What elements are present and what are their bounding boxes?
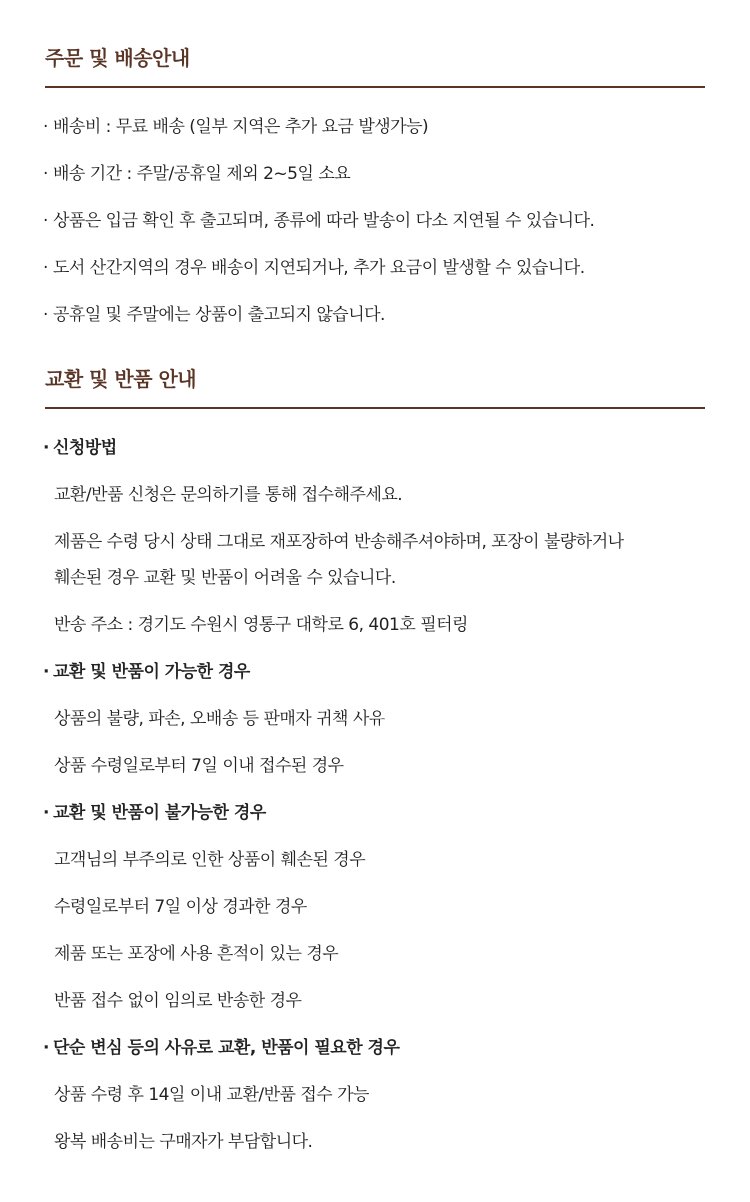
returns-section-divider [45,407,705,409]
shipping-info-item: · 배송 기간 : 주말/공휴일 제외 2~5일 소요 [45,162,705,186]
shipping-info-item: · 도서 산간지역의 경우 배송이 지연되거나, 추가 요금이 발생할 수 있습니다. [45,256,705,280]
returns-group-line: 왕복 배송비는 구매자가 부담합니다. [54,1132,313,1152]
returns-group-line: 훼손된 경우 교환 및 반품이 어려울 수 있습니다. [54,568,396,588]
returns-group-line: 상품의 불량, 파손, 오배송 등 판매자 귀책 사유 [54,709,385,729]
returns-group-line: 반송 주소 : 경기도 수원시 영통구 대학로 6, 401호 필터링 [54,615,468,635]
shipping-info-item: · 상품은 입금 확인 후 출고되며, 종류에 따라 발송이 다소 지연될 수 있습니다. [45,209,705,233]
returns-group-line: 제품 또는 포장에 사용 흔적이 있는 경우 [54,944,339,964]
returns-group-line: 상품 수령 후 14일 이내 교환/반품 접수 가능 [54,1085,369,1105]
returns-group-heading: · 교환 및 반품이 불가능한 경우 [45,801,705,825]
shipping-section-divider [45,86,705,88]
returns-group-line: 제품은 수령 당시 상태 그대로 재포장하여 반송해주셔야하며, 포장이 불량하거나 [54,532,624,552]
returns-group-heading: · 신청방법 [45,436,705,460]
shipping-info-item: · 배송비 : 무료 배송 (일부 지역은 추가 요금 발생가능) [45,115,705,139]
returns-group-heading: · 단순 변심 등의 사유로 교환, 반품이 필요한 경우 [45,1036,705,1060]
returns-group-line: 교환/반품 신청은 문의하기를 통해 접수해주세요. [54,485,403,505]
shipping-section [45,44,705,327]
returns-group-not-allowed [45,801,705,1013]
returns-group-allowed [45,660,705,778]
returns-group-heading: · 교환 및 반품이 가능한 경우 [45,660,705,684]
returns-section-title: 교환 및 반품 안내 [45,367,197,391]
returns-section [45,365,705,1154]
returns-group-line: 고객님의 부주의로 인한 상품이 훼손된 경우 [54,850,366,870]
returns-group-line: 상품 수령일로부터 7일 이내 접수된 경우 [54,756,344,776]
returns-group-how-to-apply [45,436,705,637]
returns-group-line: 반품 접수 없이 임의로 반송한 경우 [54,991,302,1011]
returns-group-line: 수령일로부터 7일 이상 경과한 경우 [54,897,307,917]
shipping-info-item: · 공휴일 및 주말에는 상품이 출고되지 않습니다. [45,303,705,327]
shipping-section-title: 주문 및 배송안내 [45,46,190,70]
returns-group-change-of-mind [45,1036,705,1154]
shipping-info-list [45,115,705,327]
